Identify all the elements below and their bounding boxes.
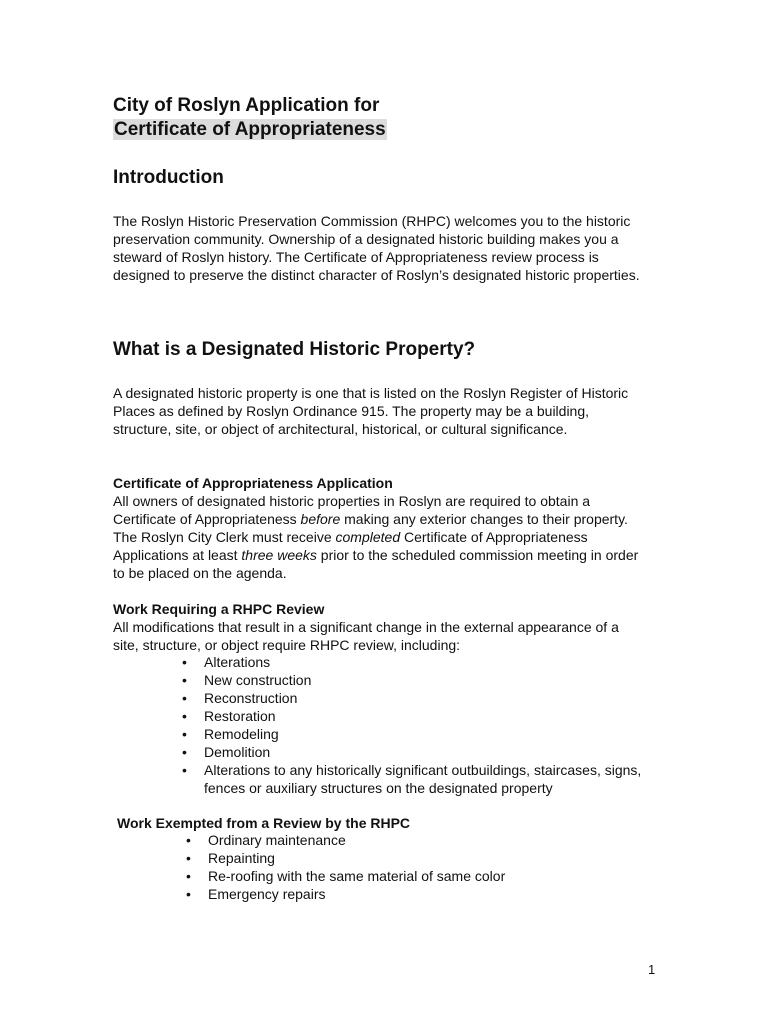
- coa-application-heading: Certificate of Appropriateness Application: [113, 475, 393, 491]
- coa-application-paragraph: All owners of designated historic properties in Roslyn are required to obtain a Certificate of Appropriateness before making any exterior changes to their property. The Roslyn City Clerk must receive completed Certificate of Appropriateness Applications at least three weeks prior to the scheduled commission meeting in order to be placed on the agenda.: [113, 493, 639, 581]
- list-item: • New construction: [178, 671, 648, 689]
- designated-property-paragraph: A designated historic property is one that is listed on the Roslyn Register of Historic Places as defined by Roslyn Ordinance 915. The property may be a building, structure, site, or object of architectural, historical, or cultural significance.: [113, 385, 629, 437]
- list-item: • Alterations: [178, 653, 648, 671]
- list-item: • Restoration: [178, 707, 648, 725]
- introduction-heading: Introduction: [113, 167, 224, 188]
- title-line-2: Certificate of Appropriateness: [114, 119, 386, 140]
- work-requiring-review-list: [178, 653, 648, 797]
- list-item: • Repainting: [182, 849, 642, 867]
- work-exempted-list: [182, 831, 642, 903]
- emphasis-three-weeks: three weeks: [241, 547, 317, 563]
- list-item: • Alterations to any historically significant outbuildings, staircases, signs, fences or auxiliary structures on the designated property: [178, 761, 648, 797]
- work-requiring-review-heading: Work Requiring a RHPC Review: [113, 601, 325, 617]
- list-item: • Ordinary maintenance: [182, 831, 642, 849]
- list-item: • Emergency repairs: [182, 885, 642, 903]
- emphasis-completed: completed: [335, 529, 401, 545]
- introduction-paragraph: The Roslyn Historic Preservation Commission (RHPC) welcomes you to the historic preservation community. Ownership of a designated historic building makes you a steward of Roslyn history. The Certificate of Appropriateness review process is designed to preserve the distinct character of Roslyn’s designated historic properties.: [113, 213, 640, 283]
- emphasis-before: before: [300, 511, 341, 527]
- list-item: • Re-roofing with the same material of same color: [182, 867, 642, 885]
- document-title: [113, 94, 387, 142]
- work-exempted-heading: Work Exempted from a Review by the RHPC: [117, 815, 411, 831]
- list-item: • Demolition: [178, 743, 648, 761]
- list-item: • Remodeling: [178, 725, 648, 743]
- page-number: 1: [648, 962, 656, 977]
- designated-property-heading: What is a Designated Historic Property?: [113, 339, 476, 360]
- list-item: • Reconstruction: [178, 689, 648, 707]
- title-line-1: City of Roslyn Application for: [113, 95, 380, 116]
- work-requiring-review-paragraph: All modifications that result in a significant change in the external appearance of a site, structure, or object require RHPC review, including:: [113, 619, 619, 653]
